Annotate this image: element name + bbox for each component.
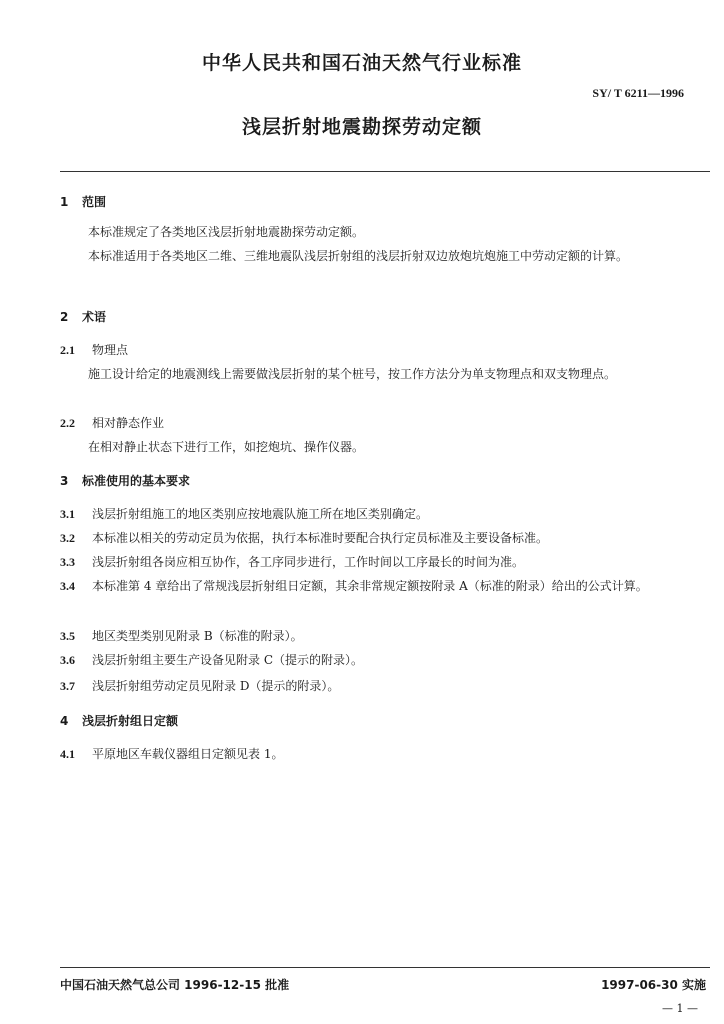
item-number: 3.4	[60, 579, 75, 593]
clause-text: 浅层折射组劳动定员见附录 D（提示的附录）。	[92, 679, 340, 693]
clause-3-4	[60, 574, 710, 598]
term-2-2	[60, 411, 710, 435]
item-number: 3.6	[60, 653, 75, 667]
term-name: 物理点	[92, 343, 129, 357]
item-number: 2.1	[60, 343, 75, 357]
section-1-paragraph-1: 本标准规定了各类地区浅层折射地震勘探劳动定额。	[88, 225, 365, 239]
clause-3-1	[60, 502, 710, 526]
term-2-1	[60, 338, 710, 362]
section-3-heading	[60, 472, 190, 489]
clause-text: 平原地区车载仪器组日定额见表 1。	[92, 747, 284, 761]
item-number: 3.7	[60, 679, 75, 693]
section-2-heading	[60, 308, 106, 325]
clause-text: 浅层折射组主要生产设备见附录 C（提示的附录）。	[92, 653, 363, 667]
standard-number: SY/ T 6211—1996	[592, 86, 684, 100]
section-title: 浅层折射组日定额	[82, 714, 179, 728]
page-number: — 1 —	[662, 1002, 698, 1015]
term-2-2-definition: 在相对静止状态下进行工作，如挖炮坑、操作仪器。	[88, 440, 365, 454]
header-rule	[60, 171, 710, 172]
clause-3-6	[60, 648, 710, 672]
section-1-paragraph-2: 本标准适用于各类地区二维、三维地震队浅层折射组的浅层折射双边放炮坑炮施工中劳动定额的计算。	[88, 249, 629, 263]
approval-line: 中国石油天然气总公司 1996-12-15 批准	[60, 978, 290, 992]
clause-4-1	[60, 742, 710, 766]
clause-text: 地区类型类别见附录 B（标准的附录）。	[92, 629, 303, 643]
section-number: 2	[60, 310, 69, 324]
section-4-heading	[60, 712, 178, 729]
item-number: 4.1	[60, 747, 75, 761]
section-number: 4	[60, 714, 69, 728]
section-title: 范围	[82, 195, 107, 209]
clause-3-2	[60, 526, 710, 550]
item-number: 3.1	[60, 507, 75, 521]
item-number: 3.3	[60, 555, 75, 569]
section-title: 标准使用的基本要求	[82, 474, 191, 488]
section-title: 术语	[82, 310, 107, 324]
document-title: 浅层折射地震勘探劳动定额	[241, 116, 482, 138]
item-number: 3.2	[60, 531, 75, 545]
clause-text: 浅层折射组施工的地区类别应按地震队施工所在地区类别确定。	[92, 507, 429, 521]
clause-3-7	[60, 674, 710, 698]
term-2-1-definition: 施工设计给定的地震测线上需要做浅层折射的某个桩号，按工作方法分为单支物理点和双支物理点。	[88, 367, 617, 381]
item-number: 2.2	[60, 416, 75, 430]
footer-rule	[60, 967, 710, 968]
clause-3-5	[60, 624, 710, 648]
clause-text: 本标准第 4 章给出了常规浅层折射组日定额，其余非常规定额按附录 A（标准的附录）给出的公式计算。	[92, 579, 648, 593]
issuer-title: 中华人民共和国石油天然气行业标准	[201, 52, 522, 74]
clause-text: 浅层折射组各岗应相互协作，各工序同步进行，工作时间以工序最长的时间为准。	[92, 555, 525, 569]
section-number: 1	[60, 195, 69, 209]
section-1-heading	[60, 193, 106, 210]
implementation-date: 1997-06-30 实施	[601, 978, 706, 992]
term-name: 相对静态作业	[92, 416, 165, 430]
clause-text: 本标准以相关的劳动定员为依据，执行本标准时要配合执行定员标准及主要设备标准。	[92, 531, 549, 545]
clause-3-3	[60, 550, 710, 574]
item-number: 3.5	[60, 629, 75, 643]
section-number: 3	[60, 474, 69, 488]
